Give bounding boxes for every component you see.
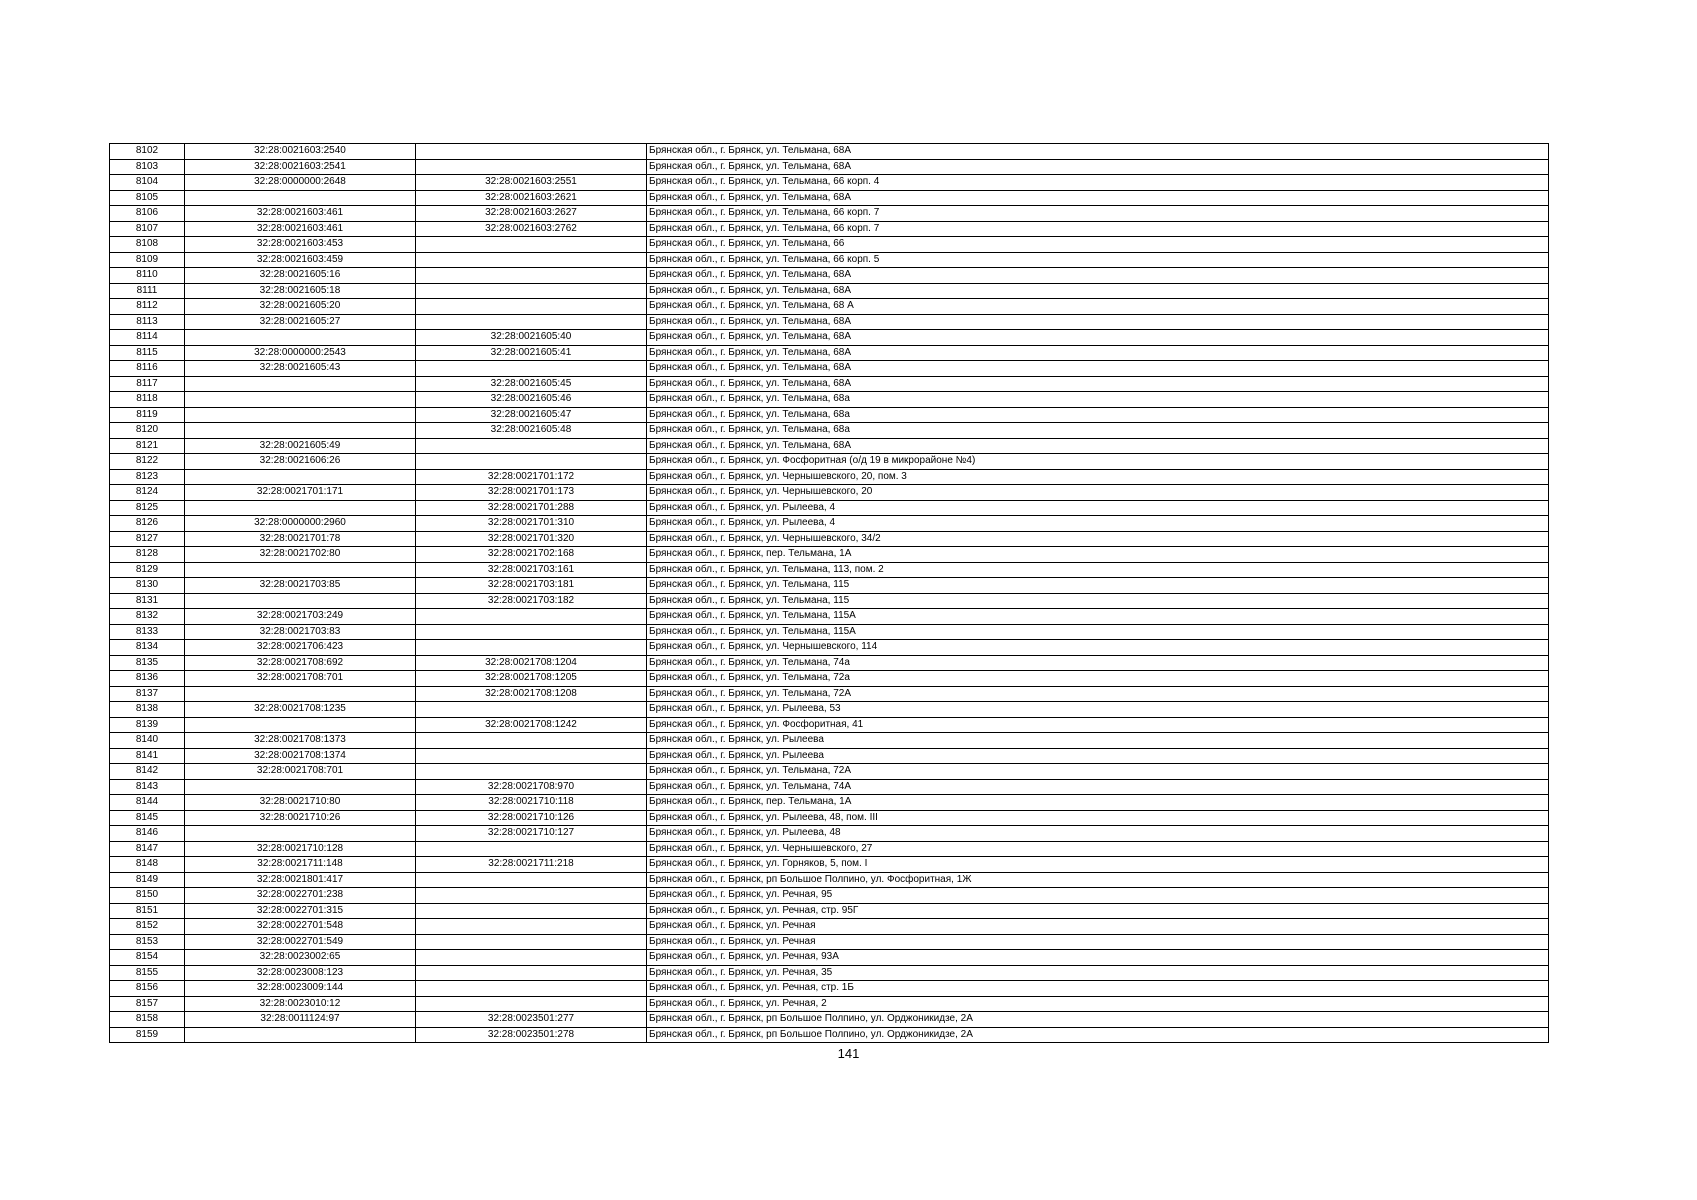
cadastral-number-cell: 32:28:0021605:18 bbox=[185, 283, 416, 299]
row-number-cell: 8120 bbox=[110, 423, 185, 439]
related-cadastral-number-cell bbox=[416, 764, 647, 780]
address-cell: Брянская обл., г. Брянск, ул. Фосфоритная, 41 bbox=[647, 717, 1549, 733]
cadastral-number-cell: 32:28:0021708:692 bbox=[185, 655, 416, 671]
table-row bbox=[110, 562, 1549, 578]
table-row bbox=[110, 299, 1549, 315]
table-row bbox=[110, 810, 1549, 826]
address-cell: Брянская обл., г. Брянск, ул. Чернышевского, 20, пом. 3 bbox=[647, 469, 1549, 485]
cadastral-number-cell bbox=[185, 392, 416, 408]
address-cell: Брянская обл., г. Брянск, ул. Тельмана, 115 bbox=[647, 578, 1549, 594]
row-number-cell: 8126 bbox=[110, 516, 185, 532]
row-number-cell: 8107 bbox=[110, 221, 185, 237]
row-number-cell: 8121 bbox=[110, 438, 185, 454]
cadastral-number-cell: 32:28:0021706:423 bbox=[185, 640, 416, 656]
row-number-cell: 8103 bbox=[110, 159, 185, 175]
cadastral-number-cell: 32:28:0021606:26 bbox=[185, 454, 416, 470]
cadastral-number-cell bbox=[185, 407, 416, 423]
address-cell: Брянская обл., г. Брянск, ул. Тельмана, 74А bbox=[647, 779, 1549, 795]
cadastral-number-cell bbox=[185, 717, 416, 733]
related-cadastral-number-cell: 32:28:0021708:1242 bbox=[416, 717, 647, 733]
address-cell: Брянская обл., г. Брянск, ул. Чернышевского, 114 bbox=[647, 640, 1549, 656]
row-number-cell: 8153 bbox=[110, 934, 185, 950]
cadastral-number-cell bbox=[185, 500, 416, 516]
page-number: 141 bbox=[837, 1046, 860, 1061]
table-row bbox=[110, 190, 1549, 206]
cadastral-number-cell bbox=[185, 376, 416, 392]
row-number-cell: 8158 bbox=[110, 1012, 185, 1028]
related-cadastral-number-cell bbox=[416, 609, 647, 625]
table-row bbox=[110, 717, 1549, 733]
related-cadastral-number-cell bbox=[416, 144, 647, 160]
related-cadastral-number-cell bbox=[416, 702, 647, 718]
address-cell: Брянская обл., г. Брянск, ул. Тельмана, 68а bbox=[647, 423, 1549, 439]
related-cadastral-number-cell bbox=[416, 996, 647, 1012]
row-number-cell: 8137 bbox=[110, 686, 185, 702]
table-row bbox=[110, 469, 1549, 485]
cadastral-number-cell bbox=[185, 469, 416, 485]
related-cadastral-number-cell: 32:28:0021605:48 bbox=[416, 423, 647, 439]
address-cell: Брянская обл., г. Брянск, ул. Тельмана, 66 bbox=[647, 237, 1549, 253]
cadastral-number-cell: 32:28:0000000:2648 bbox=[185, 175, 416, 191]
address-cell: Брянская обл., г. Брянск, ул. Тельмана, 66 корп. 7 bbox=[647, 206, 1549, 222]
table-row bbox=[110, 376, 1549, 392]
related-cadastral-number-cell bbox=[416, 888, 647, 904]
row-number-cell: 8144 bbox=[110, 795, 185, 811]
related-cadastral-number-cell: 32:28:0021708:970 bbox=[416, 779, 647, 795]
address-cell: Брянская обл., г. Брянск, ул. Тельмана, 68А bbox=[647, 283, 1549, 299]
row-number-cell: 8102 bbox=[110, 144, 185, 160]
cadastral-number-cell: 32:28:0021801:417 bbox=[185, 872, 416, 888]
table-row bbox=[110, 950, 1549, 966]
table-row bbox=[110, 981, 1549, 997]
address-cell: Брянская обл., г. Брянск, ул. Речная, 2 bbox=[647, 996, 1549, 1012]
cadastral-number-cell bbox=[185, 686, 416, 702]
row-number-cell: 8146 bbox=[110, 826, 185, 842]
row-number-cell: 8123 bbox=[110, 469, 185, 485]
cadastral-number-cell: 32:28:0011124:97 bbox=[185, 1012, 416, 1028]
cadastral-number-cell: 32:28:0021603:459 bbox=[185, 252, 416, 268]
related-cadastral-number-cell bbox=[416, 919, 647, 935]
row-number-cell: 8156 bbox=[110, 981, 185, 997]
table-row bbox=[110, 361, 1549, 377]
row-number-cell: 8135 bbox=[110, 655, 185, 671]
row-number-cell: 8127 bbox=[110, 531, 185, 547]
address-cell: Брянская обл., г. Брянск, ул. Речная bbox=[647, 934, 1549, 950]
cadastral-number-cell bbox=[185, 562, 416, 578]
cadastral-number-cell: 32:28:0023008:123 bbox=[185, 965, 416, 981]
address-cell: Брянская обл., г. Брянск, ул. Тельмана, 68А bbox=[647, 190, 1549, 206]
table-row bbox=[110, 252, 1549, 268]
address-cell: Брянская обл., г. Брянск, ул. Речная, стр. 1Б bbox=[647, 981, 1549, 997]
table-row bbox=[110, 392, 1549, 408]
table-row bbox=[110, 609, 1549, 625]
table-row bbox=[110, 345, 1549, 361]
related-cadastral-number-cell bbox=[416, 981, 647, 997]
cadastral-number-cell bbox=[185, 1027, 416, 1043]
cadastral-number-cell: 32:28:0021605:43 bbox=[185, 361, 416, 377]
related-cadastral-number-cell: 32:28:0021711:218 bbox=[416, 857, 647, 873]
address-cell: Брянская обл., г. Брянск, рп Большое Полпино, ул. Орджоникидзе, 2А bbox=[647, 1027, 1549, 1043]
address-cell: Брянская обл., г. Брянск, ул. Тельмана, 68А bbox=[647, 314, 1549, 330]
table-row bbox=[110, 934, 1549, 950]
related-cadastral-number-cell: 32:28:0021603:2627 bbox=[416, 206, 647, 222]
related-cadastral-number-cell bbox=[416, 283, 647, 299]
row-number-cell: 8105 bbox=[110, 190, 185, 206]
cadastral-number-cell: 32:28:0021605:49 bbox=[185, 438, 416, 454]
related-cadastral-number-cell: 32:28:0021605:45 bbox=[416, 376, 647, 392]
row-number-cell: 8141 bbox=[110, 748, 185, 764]
row-number-cell: 8139 bbox=[110, 717, 185, 733]
table-row bbox=[110, 159, 1549, 175]
address-cell: Брянская обл., г. Брянск, ул. Тельмана, 66 корп. 4 bbox=[647, 175, 1549, 191]
row-number-cell: 8140 bbox=[110, 733, 185, 749]
table-row bbox=[110, 655, 1549, 671]
row-number-cell: 8118 bbox=[110, 392, 185, 408]
table-row bbox=[110, 407, 1549, 423]
related-cadastral-number-cell: 32:28:0021708:1208 bbox=[416, 686, 647, 702]
related-cadastral-number-cell: 32:28:0021605:41 bbox=[416, 345, 647, 361]
cadastral-number-cell: 32:28:0022701:315 bbox=[185, 903, 416, 919]
row-number-cell: 8147 bbox=[110, 841, 185, 857]
address-cell: Брянская обл., г. Брянск, ул. Тельмана, 72А bbox=[647, 764, 1549, 780]
address-cell: Брянская обл., г. Брянск, ул. Горняков, 5, пом. I bbox=[647, 857, 1549, 873]
address-cell: Брянская обл., г. Брянск, ул. Тельмана, 66 корп. 7 bbox=[647, 221, 1549, 237]
table-row bbox=[110, 268, 1549, 284]
address-cell: Брянская обл., г. Брянск, рп Большое Полпино, ул. Орджоникидзе, 2А bbox=[647, 1012, 1549, 1028]
address-cell: Брянская обл., г. Брянск, ул. Тельмана, 74а bbox=[647, 655, 1549, 671]
related-cadastral-number-cell: 32:28:0021701:172 bbox=[416, 469, 647, 485]
table-row bbox=[110, 221, 1549, 237]
row-number-cell: 8117 bbox=[110, 376, 185, 392]
related-cadastral-number-cell bbox=[416, 237, 647, 253]
cadastral-number-cell: 32:28:0021711:148 bbox=[185, 857, 416, 873]
row-number-cell: 8136 bbox=[110, 671, 185, 687]
related-cadastral-number-cell bbox=[416, 299, 647, 315]
row-number-cell: 8109 bbox=[110, 252, 185, 268]
related-cadastral-number-cell: 32:28:0021701:310 bbox=[416, 516, 647, 532]
table-row bbox=[110, 748, 1549, 764]
cadastral-number-cell: 32:28:0021603:461 bbox=[185, 206, 416, 222]
table-row bbox=[110, 965, 1549, 981]
table-row bbox=[110, 795, 1549, 811]
table-row bbox=[110, 593, 1549, 609]
address-cell: Брянская обл., г. Брянск, ул. Речная, 93А bbox=[647, 950, 1549, 966]
address-cell: Брянская обл., г. Брянск, ул. Тельмана, 115А bbox=[647, 609, 1549, 625]
address-cell: Брянская обл., г. Брянск, ул. Чернышевского, 20 bbox=[647, 485, 1549, 501]
row-number-cell: 8110 bbox=[110, 268, 185, 284]
table-row bbox=[110, 919, 1549, 935]
cadastral-number-cell bbox=[185, 779, 416, 795]
table-row bbox=[110, 237, 1549, 253]
related-cadastral-number-cell bbox=[416, 361, 647, 377]
related-cadastral-number-cell: 32:28:0021702:168 bbox=[416, 547, 647, 563]
address-cell: Брянская обл., г. Брянск, ул. Тельмана, 68А bbox=[647, 376, 1549, 392]
row-number-cell: 8155 bbox=[110, 965, 185, 981]
row-number-cell: 8128 bbox=[110, 547, 185, 563]
address-cell: Брянская обл., г. Брянск, ул. Рылеева bbox=[647, 748, 1549, 764]
row-number-cell: 8124 bbox=[110, 485, 185, 501]
cadastral-number-cell: 32:28:0022701:548 bbox=[185, 919, 416, 935]
table-row bbox=[110, 485, 1549, 501]
related-cadastral-number-cell bbox=[416, 733, 647, 749]
address-cell: Брянская обл., г. Брянск, ул. Тельмана, 115 bbox=[647, 593, 1549, 609]
table-row bbox=[110, 516, 1549, 532]
row-number-cell: 8149 bbox=[110, 872, 185, 888]
table-row bbox=[110, 330, 1549, 346]
row-number-cell: 8134 bbox=[110, 640, 185, 656]
row-number-cell: 8154 bbox=[110, 950, 185, 966]
row-number-cell: 8142 bbox=[110, 764, 185, 780]
cadastral-number-cell: 32:28:0021603:2540 bbox=[185, 144, 416, 160]
table-row bbox=[110, 826, 1549, 842]
table-row bbox=[110, 857, 1549, 873]
cadastral-number-cell: 32:28:0021603:453 bbox=[185, 237, 416, 253]
row-number-cell: 8148 bbox=[110, 857, 185, 873]
table-row bbox=[110, 1012, 1549, 1028]
cadastral-number-cell: 32:28:0022701:238 bbox=[185, 888, 416, 904]
related-cadastral-number-cell: 32:28:0021603:2762 bbox=[416, 221, 647, 237]
address-cell: Брянская обл., г. Брянск, ул. Тельмана, 68 А bbox=[647, 299, 1549, 315]
cadastral-number-cell: 32:28:0000000:2543 bbox=[185, 345, 416, 361]
row-number-cell: 8150 bbox=[110, 888, 185, 904]
table-row bbox=[110, 500, 1549, 516]
table-row bbox=[110, 903, 1549, 919]
table-row bbox=[110, 175, 1549, 191]
related-cadastral-number-cell bbox=[416, 454, 647, 470]
related-cadastral-number-cell bbox=[416, 965, 647, 981]
cadastral-number-cell: 32:28:0021708:701 bbox=[185, 764, 416, 780]
related-cadastral-number-cell bbox=[416, 872, 647, 888]
cadastral-number-cell: 32:28:0021605:20 bbox=[185, 299, 416, 315]
table-row bbox=[110, 438, 1549, 454]
cadastral-number-cell: 32:28:0023010:12 bbox=[185, 996, 416, 1012]
cadastral-number-cell: 32:28:0021708:1374 bbox=[185, 748, 416, 764]
cadastral-number-cell: 32:28:0021708:701 bbox=[185, 671, 416, 687]
cadastral-number-cell: 32:28:0021710:128 bbox=[185, 841, 416, 857]
cadastral-number-cell: 32:28:0022701:549 bbox=[185, 934, 416, 950]
related-cadastral-number-cell: 32:28:0021605:47 bbox=[416, 407, 647, 423]
table-row bbox=[110, 624, 1549, 640]
row-number-cell: 8122 bbox=[110, 454, 185, 470]
cadastral-number-cell: 32:28:0021605:16 bbox=[185, 268, 416, 284]
table-row bbox=[110, 578, 1549, 594]
table-row bbox=[110, 841, 1549, 857]
cadastral-number-cell: 32:28:0021703:249 bbox=[185, 609, 416, 625]
address-cell: Брянская обл., г. Брянск, ул. Чернышевского, 34/2 bbox=[647, 531, 1549, 547]
related-cadastral-number-cell bbox=[416, 314, 647, 330]
row-number-cell: 8104 bbox=[110, 175, 185, 191]
row-number-cell: 8116 bbox=[110, 361, 185, 377]
related-cadastral-number-cell: 32:28:0023501:277 bbox=[416, 1012, 647, 1028]
address-cell: Брянская обл., г. Брянск, ул. Тельмана, 68А bbox=[647, 361, 1549, 377]
cadastral-number-cell bbox=[185, 826, 416, 842]
row-number-cell: 8111 bbox=[110, 283, 185, 299]
related-cadastral-number-cell: 32:28:0023501:278 bbox=[416, 1027, 647, 1043]
related-cadastral-number-cell: 32:28:0021603:2621 bbox=[416, 190, 647, 206]
table-row bbox=[110, 283, 1549, 299]
row-number-cell: 8151 bbox=[110, 903, 185, 919]
cadastral-table bbox=[109, 143, 1549, 1043]
related-cadastral-number-cell bbox=[416, 438, 647, 454]
address-cell: Брянская обл., г. Брянск, ул. Тельмана, 68А bbox=[647, 330, 1549, 346]
table-row bbox=[110, 454, 1549, 470]
cadastral-number-cell: 32:28:0021708:1373 bbox=[185, 733, 416, 749]
cadastral-number-cell bbox=[185, 330, 416, 346]
related-cadastral-number-cell: 32:28:0021605:46 bbox=[416, 392, 647, 408]
table-row bbox=[110, 671, 1549, 687]
address-cell: Брянская обл., г. Брянск, ул. Тельмана, 113, пом. 2 bbox=[647, 562, 1549, 578]
address-cell: Брянская обл., г. Брянск, ул. Рылеева, 53 bbox=[647, 702, 1549, 718]
address-cell: Брянская обл., г. Брянск, ул. Тельмана, 72А bbox=[647, 686, 1549, 702]
address-cell: Брянская обл., г. Брянск, ул. Рылеева bbox=[647, 733, 1549, 749]
table-row bbox=[110, 144, 1549, 160]
cadastral-number-cell: 32:28:0021605:27 bbox=[185, 314, 416, 330]
address-cell: Брянская обл., г. Брянск, ул. Тельмана, 68а bbox=[647, 392, 1549, 408]
address-cell: Брянская обл., г. Брянск, ул. Тельмана, 68а bbox=[647, 407, 1549, 423]
related-cadastral-number-cell bbox=[416, 252, 647, 268]
related-cadastral-number-cell: 32:28:0021603:2551 bbox=[416, 175, 647, 191]
table-row bbox=[110, 702, 1549, 718]
address-cell: Брянская обл., г. Брянск, ул. Речная, стр. 95Г bbox=[647, 903, 1549, 919]
table-row bbox=[110, 872, 1549, 888]
address-cell: Брянская обл., г. Брянск, рп Большое Полпино, ул. Фосфоритная, 1Ж bbox=[647, 872, 1549, 888]
related-cadastral-number-cell bbox=[416, 934, 647, 950]
cadastral-number-cell: 32:28:0021701:171 bbox=[185, 485, 416, 501]
address-cell: Брянская обл., г. Брянск, ул. Тельмана, 66 корп. 5 bbox=[647, 252, 1549, 268]
address-cell: Брянская обл., г. Брянск, ул. Речная, 95 bbox=[647, 888, 1549, 904]
address-cell: Брянская обл., г. Брянск, ул. Тельмана, 68А bbox=[647, 159, 1549, 175]
related-cadastral-number-cell: 32:28:0021703:161 bbox=[416, 562, 647, 578]
row-number-cell: 8113 bbox=[110, 314, 185, 330]
related-cadastral-number-cell: 32:28:0021605:40 bbox=[416, 330, 647, 346]
row-number-cell: 8131 bbox=[110, 593, 185, 609]
table-row bbox=[110, 996, 1549, 1012]
table-row bbox=[110, 423, 1549, 439]
cadastral-number-cell: 32:28:0023002:65 bbox=[185, 950, 416, 966]
cadastral-number-cell: 32:28:0021603:461 bbox=[185, 221, 416, 237]
table-row bbox=[110, 547, 1549, 563]
address-cell: Брянская обл., г. Брянск, ул. Тельмана, 68А bbox=[647, 144, 1549, 160]
row-number-cell: 8130 bbox=[110, 578, 185, 594]
table-row bbox=[110, 531, 1549, 547]
related-cadastral-number-cell: 32:28:0021703:182 bbox=[416, 593, 647, 609]
related-cadastral-number-cell bbox=[416, 841, 647, 857]
address-cell: Брянская обл., г. Брянск, ул. Тельмана, 115А bbox=[647, 624, 1549, 640]
row-number-cell: 8152 bbox=[110, 919, 185, 935]
cadastral-number-cell: 32:28:0023009:144 bbox=[185, 981, 416, 997]
table-row bbox=[110, 1027, 1549, 1043]
related-cadastral-number-cell bbox=[416, 748, 647, 764]
table-row bbox=[110, 314, 1549, 330]
address-cell: Брянская обл., г. Брянск, ул. Рылеева, 48, пом. III bbox=[647, 810, 1549, 826]
table-row bbox=[110, 686, 1549, 702]
row-number-cell: 8125 bbox=[110, 500, 185, 516]
row-number-cell: 8145 bbox=[110, 810, 185, 826]
row-number-cell: 8133 bbox=[110, 624, 185, 640]
address-cell: Брянская обл., г. Брянск, ул. Речная bbox=[647, 919, 1549, 935]
cadastral-number-cell: 32:28:0021701:78 bbox=[185, 531, 416, 547]
row-number-cell: 8114 bbox=[110, 330, 185, 346]
row-number-cell: 8119 bbox=[110, 407, 185, 423]
row-number-cell: 8112 bbox=[110, 299, 185, 315]
row-number-cell: 8115 bbox=[110, 345, 185, 361]
row-number-cell: 8143 bbox=[110, 779, 185, 795]
table-row bbox=[110, 640, 1549, 656]
related-cadastral-number-cell: 32:28:0021710:118 bbox=[416, 795, 647, 811]
address-cell: Брянская обл., г. Брянск, пер. Тельмана, 1А bbox=[647, 795, 1549, 811]
address-cell: Брянская обл., г. Брянск, ул. Речная, 35 bbox=[647, 965, 1549, 981]
table-row bbox=[110, 206, 1549, 222]
address-cell: Брянская обл., г. Брянск, ул. Фосфоритная (о/д 19 в микрорайоне №4) bbox=[647, 454, 1549, 470]
address-cell: Брянская обл., г. Брянск, ул. Рылеева, 4 bbox=[647, 500, 1549, 516]
related-cadastral-number-cell: 32:28:0021701:173 bbox=[416, 485, 647, 501]
cadastral-number-cell: 32:28:0021703:83 bbox=[185, 624, 416, 640]
address-cell: Брянская обл., г. Брянск, ул. Чернышевского, 27 bbox=[647, 841, 1549, 857]
related-cadastral-number-cell: 32:28:0021708:1204 bbox=[416, 655, 647, 671]
related-cadastral-number-cell bbox=[416, 640, 647, 656]
cadastral-number-cell: 32:28:0021708:1235 bbox=[185, 702, 416, 718]
address-cell: Брянская обл., г. Брянск, ул. Тельмана, 68А bbox=[647, 345, 1549, 361]
table-row bbox=[110, 888, 1549, 904]
related-cadastral-number-cell bbox=[416, 159, 647, 175]
row-number-cell: 8157 bbox=[110, 996, 185, 1012]
related-cadastral-number-cell bbox=[416, 624, 647, 640]
related-cadastral-number-cell bbox=[416, 903, 647, 919]
address-cell: Брянская обл., г. Брянск, ул. Тельмана, 68А bbox=[647, 438, 1549, 454]
related-cadastral-number-cell: 32:28:0021703:181 bbox=[416, 578, 647, 594]
cadastral-number-cell: 32:28:0021703:85 bbox=[185, 578, 416, 594]
row-number-cell: 8129 bbox=[110, 562, 185, 578]
row-number-cell: 8106 bbox=[110, 206, 185, 222]
cadastral-number-cell bbox=[185, 593, 416, 609]
related-cadastral-number-cell: 32:28:0021710:126 bbox=[416, 810, 647, 826]
table-row bbox=[110, 779, 1549, 795]
cadastral-number-cell: 32:28:0000000:2960 bbox=[185, 516, 416, 532]
address-cell: Брянская обл., г. Брянск, пер. Тельмана, 1А bbox=[647, 547, 1549, 563]
cadastral-number-cell: 32:28:0021710:26 bbox=[185, 810, 416, 826]
cadastral-number-cell bbox=[185, 190, 416, 206]
row-number-cell: 8159 bbox=[110, 1027, 185, 1043]
related-cadastral-number-cell: 32:28:0021701:320 bbox=[416, 531, 647, 547]
related-cadastral-number-cell: 32:28:0021708:1205 bbox=[416, 671, 647, 687]
cadastral-number-cell: 32:28:0021710:80 bbox=[185, 795, 416, 811]
table-row bbox=[110, 733, 1549, 749]
table-body bbox=[110, 144, 1549, 1043]
address-cell: Брянская обл., г. Брянск, ул. Тельмана, 72а bbox=[647, 671, 1549, 687]
address-cell: Брянская обл., г. Брянск, ул. Тельмана, 68А bbox=[647, 268, 1549, 284]
cadastral-number-cell: 32:28:0021702:80 bbox=[185, 547, 416, 563]
related-cadastral-number-cell: 32:28:0021701:288 bbox=[416, 500, 647, 516]
related-cadastral-number-cell bbox=[416, 268, 647, 284]
cadastral-number-cell: 32:28:0021603:2541 bbox=[185, 159, 416, 175]
related-cadastral-number-cell bbox=[416, 950, 647, 966]
cadastral-number-cell bbox=[185, 423, 416, 439]
address-cell: Брянская обл., г. Брянск, ул. Рылеева, 4 bbox=[647, 516, 1549, 532]
row-number-cell: 8108 bbox=[110, 237, 185, 253]
row-number-cell: 8138 bbox=[110, 702, 185, 718]
row-number-cell: 8132 bbox=[110, 609, 185, 625]
address-cell: Брянская обл., г. Брянск, ул. Рылеева, 48 bbox=[647, 826, 1549, 842]
table-row bbox=[110, 764, 1549, 780]
related-cadastral-number-cell: 32:28:0021710:127 bbox=[416, 826, 647, 842]
